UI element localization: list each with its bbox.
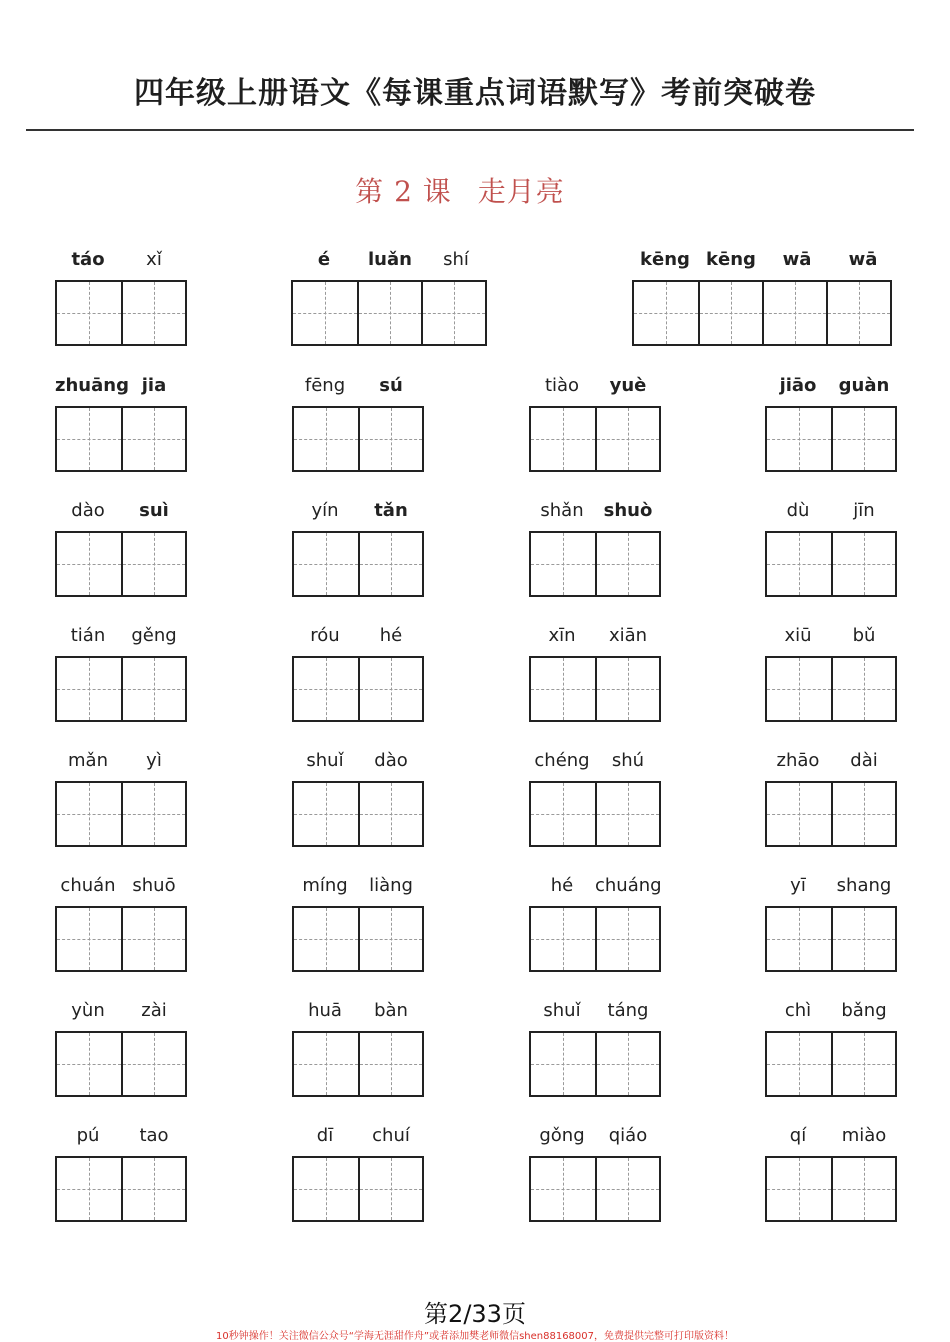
tianzige-box[interactable]	[121, 533, 185, 595]
tianzige-box[interactable]	[831, 1033, 895, 1095]
page-number: 第2/33页	[424, 1300, 526, 1328]
writing-boxes	[291, 280, 487, 346]
pinyin-syllable: bǎng	[841, 1000, 887, 1021]
tianzige-box[interactable]	[595, 658, 659, 720]
writing-boxes	[292, 406, 424, 472]
pinyin-syllable: bǔ	[852, 625, 876, 646]
tianzige-box[interactable]	[358, 1033, 422, 1095]
pinyin-row	[292, 372, 424, 400]
writing-boxes	[632, 280, 892, 346]
tianzige-box[interactable]	[831, 658, 895, 720]
tianzige-box[interactable]	[767, 408, 831, 470]
pinyin-syllable: shuǐ	[306, 750, 344, 771]
pinyin-syllable: qiáo	[608, 1125, 648, 1146]
writing-boxes	[529, 781, 661, 847]
pinyin-syllable: xiān	[608, 625, 648, 646]
writing-boxes	[529, 1156, 661, 1222]
lesson-name: 走月亮	[477, 175, 565, 208]
writing-boxes	[292, 656, 424, 722]
tianzige-box[interactable]	[57, 408, 121, 470]
tianzige-box[interactable]	[531, 908, 595, 970]
tianzige-box[interactable]	[294, 1158, 358, 1220]
pinyin-syllable: yuè	[609, 375, 647, 396]
pinyin-row	[292, 997, 424, 1025]
tianzige-box[interactable]	[57, 658, 121, 720]
page-title: 四年级上册语文《每课重点词语默写》考前突破卷	[134, 76, 816, 111]
pinyin-syllable: róu	[310, 625, 340, 646]
pinyin-syllable: yín	[311, 500, 339, 521]
pinyin-row	[529, 622, 661, 650]
pinyin-syllable: miào	[841, 1125, 887, 1146]
pinyin-syllable: táng	[607, 1000, 649, 1021]
tianzige-box[interactable]	[294, 533, 358, 595]
pinyin-syllable: xīn	[548, 625, 576, 646]
writing-boxes	[765, 1156, 897, 1222]
writing-boxes	[765, 406, 897, 472]
tianzige-box[interactable]	[531, 1033, 595, 1095]
writing-boxes	[292, 781, 424, 847]
writing-boxes	[55, 781, 187, 847]
pinyin-row	[632, 246, 896, 274]
pinyin-syllable: shí	[443, 249, 469, 270]
tianzige-box[interactable]	[57, 282, 121, 344]
writing-boxes	[55, 656, 187, 722]
pinyin-syllable: míng	[302, 875, 348, 896]
pinyin-row	[55, 246, 187, 274]
pinyin-syllable: dào	[71, 500, 105, 521]
tianzige-box[interactable]	[634, 282, 698, 344]
lesson-number: 第 2 课	[355, 175, 452, 208]
tianzige-box[interactable]	[357, 282, 421, 344]
pinyin-syllable: chuí	[372, 1125, 410, 1146]
pinyin-syllable: jia	[141, 375, 167, 396]
tianzige-box[interactable]	[826, 282, 890, 344]
pinyin-row	[765, 872, 897, 900]
pinyin-syllable: kēng	[640, 249, 690, 270]
pinyin-syllable: yùn	[71, 1000, 105, 1021]
pinyin-syllable: táo	[71, 249, 105, 270]
pinyin-syllable: hé	[379, 625, 403, 646]
tianzige-box[interactable]	[293, 282, 357, 344]
pinyin-row	[765, 372, 897, 400]
tianzige-box[interactable]	[358, 658, 422, 720]
tianzige-box[interactable]	[294, 1033, 358, 1095]
pinyin-syllable: tao	[139, 1125, 169, 1146]
writing-boxes	[529, 531, 661, 597]
tianzige-box[interactable]	[831, 408, 895, 470]
writing-boxes	[55, 280, 187, 346]
pinyin-syllable: zhāo	[776, 750, 820, 771]
pinyin-row	[291, 246, 489, 274]
pinyin-syllable: pú	[76, 1125, 100, 1146]
tianzige-box[interactable]	[595, 408, 659, 470]
tianzige-box[interactable]	[767, 658, 831, 720]
tianzige-box[interactable]	[121, 1158, 185, 1220]
tianzige-box[interactable]	[294, 408, 358, 470]
tianzige-box[interactable]	[421, 282, 485, 344]
writing-boxes	[292, 1156, 424, 1222]
pinyin-row	[55, 372, 187, 400]
writing-boxes	[55, 531, 187, 597]
writing-boxes	[292, 906, 424, 972]
tianzige-box[interactable]	[294, 783, 358, 845]
writing-boxes	[55, 406, 187, 472]
footer-note: 10秒钟操作！关注微信公众号“学海无涯甜作舟”或者添加樊老师微信shen88168007，免费提供完整可打印版资料！	[215, 1331, 735, 1342]
writing-boxes	[765, 781, 897, 847]
pinyin-syllable: shang	[836, 875, 892, 896]
writing-boxes	[529, 656, 661, 722]
pinyin-syllable: kēng	[706, 249, 756, 270]
writing-boxes	[529, 406, 661, 472]
pinyin-row	[55, 872, 187, 900]
pinyin-row	[55, 1122, 187, 1150]
pinyin-row	[292, 1122, 424, 1150]
pinyin-syllable: gěng	[131, 625, 177, 646]
pinyin-row	[292, 622, 424, 650]
pinyin-syllable: yī	[790, 875, 806, 896]
tianzige-box[interactable]	[57, 533, 121, 595]
tianzige-box[interactable]	[121, 908, 185, 970]
tianzige-box[interactable]	[831, 783, 895, 845]
writing-boxes	[765, 1031, 897, 1097]
pinyin-syllable: dī	[316, 1125, 334, 1146]
pinyin-syllable: tǎn	[374, 500, 408, 521]
tianzige-box[interactable]	[531, 1158, 595, 1220]
writing-boxes	[292, 531, 424, 597]
writing-boxes	[529, 906, 661, 972]
pinyin-syllable: sú	[379, 375, 403, 396]
pinyin-row	[765, 497, 897, 525]
pinyin-row	[292, 497, 424, 525]
pinyin-syllable: dù	[786, 500, 810, 521]
tianzige-box[interactable]	[358, 783, 422, 845]
pinyin-syllable: wā	[782, 249, 812, 270]
tianzige-box[interactable]	[358, 533, 422, 595]
tianzige-box[interactable]	[57, 1158, 121, 1220]
pinyin-syllable: xǐ	[146, 249, 162, 270]
pinyin-row	[765, 747, 897, 775]
pinyin-syllable: bàn	[374, 1000, 408, 1021]
tianzige-box[interactable]	[57, 1033, 121, 1095]
pinyin-row	[765, 1122, 897, 1150]
pinyin-syllable: huā	[308, 1000, 342, 1021]
pinyin-row	[529, 747, 661, 775]
pinyin-syllable: shuǐ	[543, 1000, 581, 1021]
pinyin-syllable: shú	[611, 750, 645, 771]
tianzige-box[interactable]	[767, 1158, 831, 1220]
pinyin-syllable: chuán	[60, 875, 116, 896]
tianzige-box[interactable]	[767, 533, 831, 595]
tianzige-box[interactable]	[698, 282, 762, 344]
tianzige-box[interactable]	[121, 1033, 185, 1095]
pinyin-syllable: gǒng	[539, 1125, 585, 1146]
tianzige-box[interactable]	[595, 908, 659, 970]
tianzige-box[interactable]	[294, 658, 358, 720]
pinyin-syllable: chéng	[534, 750, 590, 771]
pinyin-syllable: zhuāng	[55, 375, 129, 396]
pinyin-syllable: é	[317, 249, 331, 270]
lesson-heading	[0, 170, 920, 210]
tianzige-box[interactable]	[358, 908, 422, 970]
pinyin-syllable: suì	[139, 500, 169, 521]
writing-boxes	[765, 906, 897, 972]
pinyin-row	[55, 497, 187, 525]
pinyin-syllable: qí	[789, 1125, 807, 1146]
pinyin-syllable: yì	[146, 750, 162, 771]
pinyin-row	[529, 497, 661, 525]
pinyin-syllable: luǎn	[368, 249, 412, 270]
pinyin-row	[765, 997, 897, 1025]
tianzige-box[interactable]	[121, 282, 185, 344]
tianzige-box[interactable]	[831, 533, 895, 595]
pinyin-syllable: tián	[70, 625, 106, 646]
writing-boxes	[55, 1031, 187, 1097]
tianzige-box[interactable]	[767, 783, 831, 845]
pinyin-syllable: shǎn	[540, 500, 584, 521]
tianzige-box[interactable]	[531, 408, 595, 470]
pinyin-syllable: fēng	[304, 375, 346, 396]
title-divider	[26, 129, 914, 131]
tianzige-box[interactable]	[595, 783, 659, 845]
pinyin-syllable: jiāo	[779, 375, 817, 396]
tianzige-box[interactable]	[762, 282, 826, 344]
pinyin-syllable: liàng	[369, 875, 413, 896]
pinyin-row	[529, 1122, 661, 1150]
pinyin-syllable: xiū	[784, 625, 812, 646]
tianzige-box[interactable]	[595, 1033, 659, 1095]
tianzige-box[interactable]	[531, 783, 595, 845]
pinyin-row	[529, 997, 661, 1025]
pinyin-syllable: shuō	[132, 875, 176, 896]
writing-boxes	[55, 906, 187, 972]
pinyin-syllable: shuò	[603, 500, 653, 521]
pinyin-row	[529, 872, 661, 900]
writing-boxes	[292, 1031, 424, 1097]
writing-boxes	[765, 656, 897, 722]
pinyin-row	[55, 622, 187, 650]
tianzige-box[interactable]	[358, 1158, 422, 1220]
tianzige-box[interactable]	[595, 533, 659, 595]
tianzige-box[interactable]	[57, 908, 121, 970]
pinyin-row	[292, 872, 424, 900]
writing-boxes	[55, 1156, 187, 1222]
pinyin-row	[292, 747, 424, 775]
tianzige-box[interactable]	[767, 1033, 831, 1095]
tianzige-box[interactable]	[57, 783, 121, 845]
tianzige-box[interactable]	[831, 908, 895, 970]
tianzige-box[interactable]	[531, 533, 595, 595]
pinyin-syllable: tiào	[544, 375, 580, 396]
pinyin-row	[55, 997, 187, 1025]
pinyin-syllable: guàn	[838, 375, 890, 396]
pinyin-syllable: chì	[784, 1000, 812, 1021]
pinyin-row	[55, 747, 187, 775]
tianzige-box[interactable]	[767, 908, 831, 970]
pinyin-syllable: jīn	[853, 500, 875, 521]
tianzige-box[interactable]	[121, 783, 185, 845]
tianzige-box[interactable]	[294, 908, 358, 970]
tianzige-box[interactable]	[831, 1158, 895, 1220]
tianzige-box[interactable]	[121, 408, 185, 470]
pinyin-syllable: dào	[374, 750, 408, 771]
tianzige-box[interactable]	[358, 408, 422, 470]
pinyin-syllable: dài	[850, 750, 878, 771]
pinyin-syllable: wā	[848, 249, 878, 270]
pinyin-syllable: zài	[141, 1000, 167, 1021]
writing-boxes	[529, 1031, 661, 1097]
writing-boxes	[765, 531, 897, 597]
pinyin-syllable: mǎn	[68, 750, 108, 771]
pinyin-syllable: chuáng	[595, 875, 662, 896]
tianzige-box[interactable]	[531, 658, 595, 720]
pinyin-row	[529, 372, 661, 400]
tianzige-box[interactable]	[121, 658, 185, 720]
pinyin-syllable: hé	[550, 875, 574, 896]
pinyin-row	[765, 622, 897, 650]
tianzige-box[interactable]	[595, 1158, 659, 1220]
